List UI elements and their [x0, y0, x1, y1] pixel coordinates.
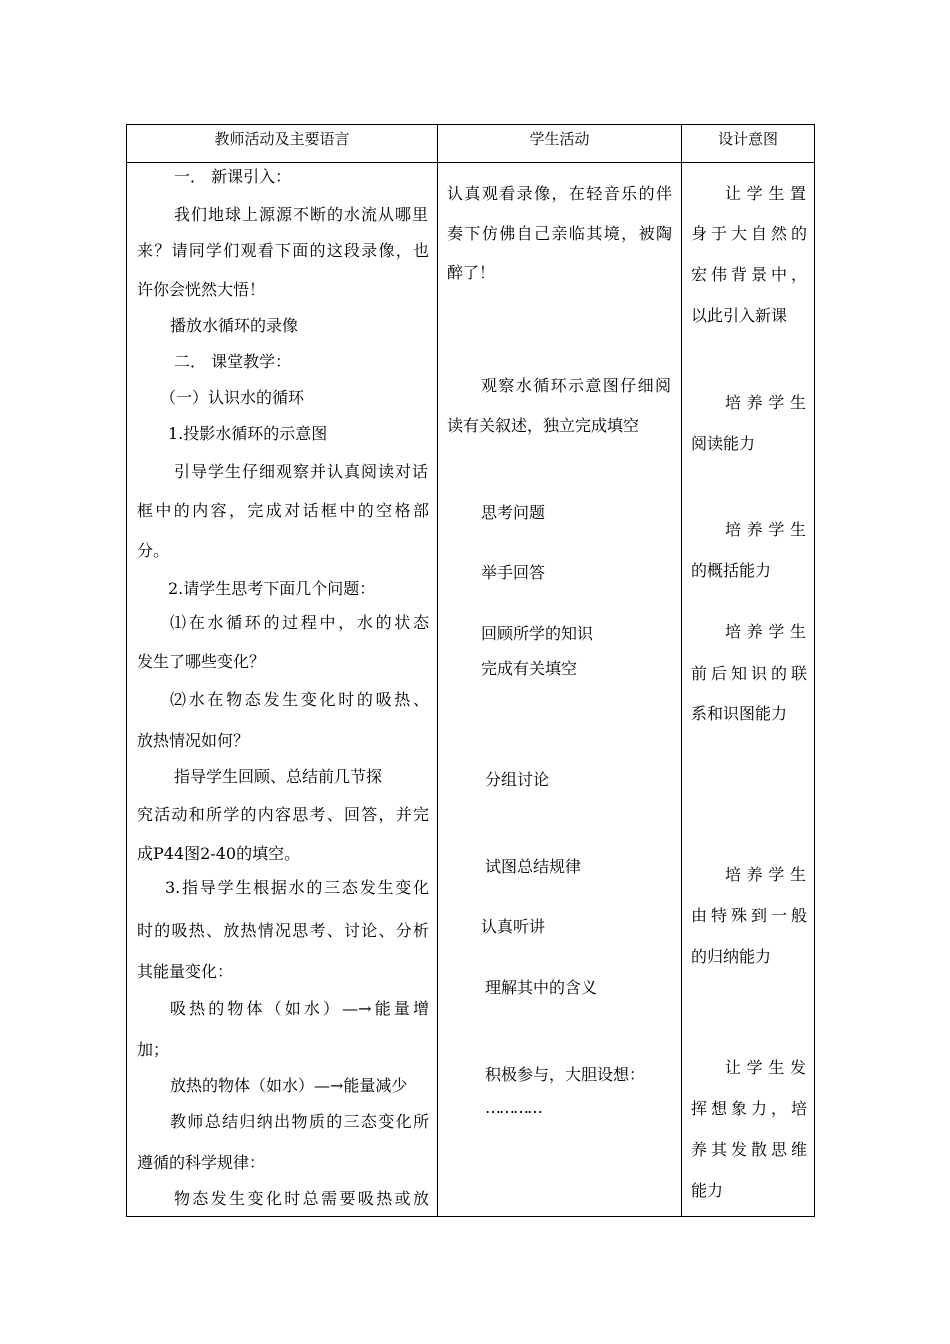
teacher-line: 指导学生回顾、总结前几节探: [174, 767, 383, 786]
lesson-table: [126, 124, 815, 1217]
teacher-line: 成P44图2-40的填空。: [137, 844, 301, 863]
design-line: 让学生置: [725, 184, 806, 203]
teacher-line: 引导学生仔细观察并认真阅读对话: [174, 462, 428, 481]
teacher-line: 2.请学生思考下面几个问题：: [168, 579, 376, 598]
design-line: 培养学生: [725, 520, 806, 539]
header-student: 学生活动: [529, 130, 590, 148]
student-line: 醉了！: [447, 263, 496, 282]
teacher-line: ⑵水在物态发生变化时的吸热、: [170, 690, 429, 709]
design-line: 能力: [691, 1181, 724, 1200]
design-line: 让学生发: [725, 1058, 806, 1077]
teacher-line: 许你会恍然大悟！: [137, 280, 266, 299]
teacher-line: 3.指导学生根据水的三态发生变化: [165, 878, 429, 897]
teacher-line: 放热情况如何？: [137, 731, 250, 750]
teacher-line: 教师总结归纳出物质的三态变化所: [170, 1112, 429, 1131]
design-line: 前后知识的联: [691, 664, 807, 683]
teacher-line: 加；: [137, 1040, 170, 1059]
student-line: 读有关叙述，独立完成填空: [447, 416, 640, 435]
teacher-line: 1.投影水循环的示意图: [168, 424, 328, 443]
teacher-line: 遵循的科学规律：: [137, 1153, 266, 1172]
design-line: 养其发散思维: [691, 1140, 807, 1159]
student-line: 认真听讲: [481, 917, 546, 936]
design-line: 挥想象力，培: [691, 1099, 807, 1118]
student-line: 试图总结规律: [485, 857, 582, 876]
teacher-line: 物态发生变化时总需要吸热或放: [174, 1189, 429, 1208]
design-line: 阅读能力: [691, 434, 756, 453]
student-line: 完成有关填空: [481, 659, 578, 678]
design-line: 培养学生: [725, 393, 806, 412]
teacher-line: 来？请同学们观看下面的这段录像，也: [137, 241, 429, 260]
student-line: …………: [485, 1098, 541, 1117]
design-line: 宏伟背景中，: [691, 265, 807, 284]
header-design: 设计意图: [717, 130, 778, 148]
teacher-line: 一． 新课引入：: [174, 167, 292, 186]
teacher-line: 其能量变化：: [137, 962, 234, 981]
teacher-line: 我们地球上源源不断的水流从哪里: [174, 205, 428, 224]
student-line: 回顾所学的知识: [481, 624, 594, 643]
teacher-line: （一）认识水的循环: [160, 388, 305, 407]
column-divider-1: [437, 125, 438, 1216]
design-line: 身于大自然的: [691, 224, 807, 243]
design-line: 培养学生: [725, 865, 806, 884]
student-line: 举手回答: [481, 563, 546, 582]
teacher-line: 播放水循环的录像: [170, 316, 299, 335]
teacher-line: 时的吸热、放热情况思考、讨论、分析: [137, 921, 429, 940]
design-line: 由特殊到一般: [691, 906, 807, 925]
design-line: 系和识图能力: [691, 704, 788, 723]
teacher-line: 分。: [137, 541, 170, 560]
student-line: 观察水循环示意图仔细阅: [481, 376, 671, 395]
teacher-line: 框中的内容，完成对话框中的空格部: [137, 501, 429, 520]
design-line: 培养学生: [725, 622, 806, 641]
design-line: 的归纳能力: [691, 947, 772, 966]
column-divider-2: [681, 125, 682, 1216]
teacher-line: ⑴在水循环的过程中，水的状态: [170, 613, 429, 632]
teacher-line: 吸热的物体（如水）—→能量增: [170, 999, 429, 1018]
teacher-line: 发生了哪些变化？: [137, 652, 266, 671]
header-teacher: 教师活动及主要语言: [214, 130, 350, 148]
teacher-line: 放热的物体（如水）—→能量减少: [170, 1076, 408, 1095]
student-line: 奏下仿佛自己亲临其境，被陶: [447, 224, 672, 243]
student-line: 积极参与，大胆设想：: [485, 1065, 646, 1084]
student-line: 理解其中的含义: [485, 978, 598, 997]
student-line: 思考问题: [481, 503, 546, 522]
teacher-line: 二． 课堂教学：: [174, 352, 292, 371]
teacher-line: 究活动和所学的内容思考、回答，并完: [137, 805, 429, 824]
design-line: 的概括能力: [691, 561, 772, 580]
student-line: 认真观看录像，在轻音乐的伴: [447, 184, 672, 203]
design-line: 以此引入新课: [691, 306, 788, 325]
student-line: 分组讨论: [485, 770, 550, 789]
